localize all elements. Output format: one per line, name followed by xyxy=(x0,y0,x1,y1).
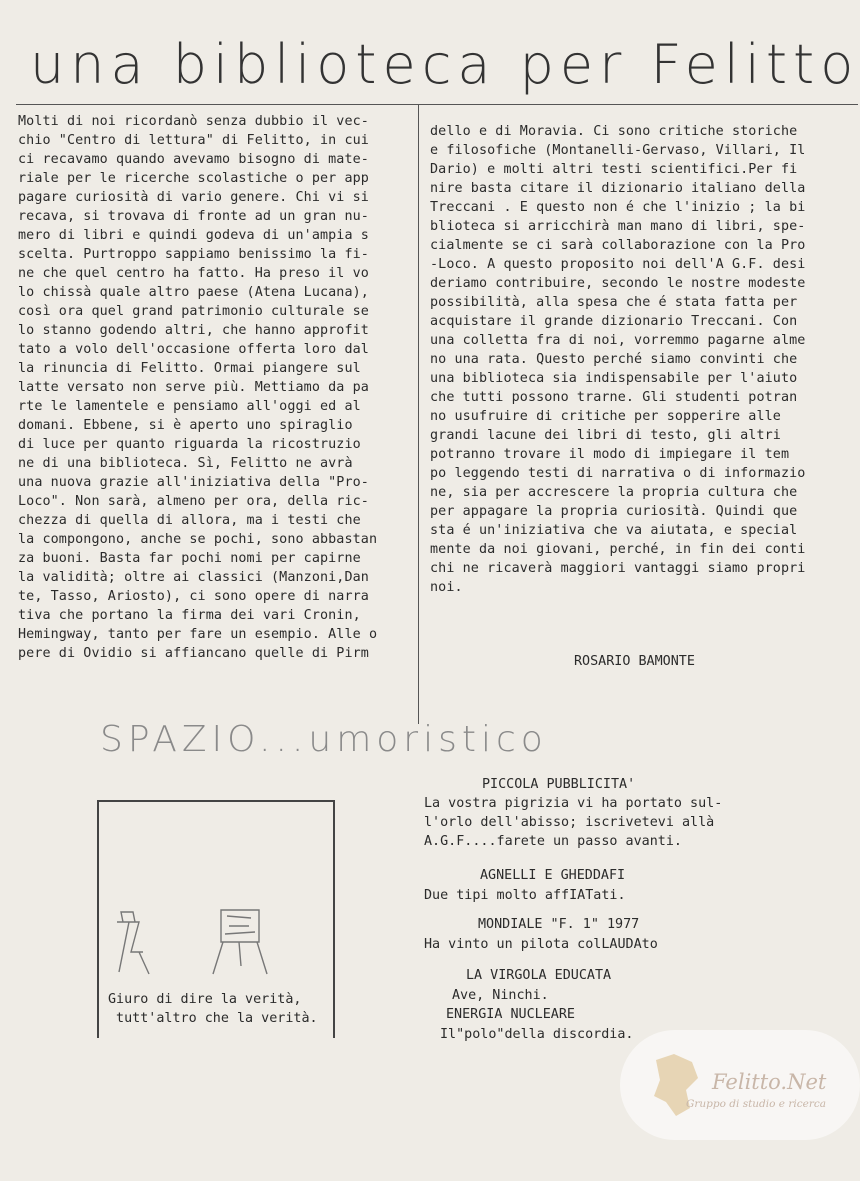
ad-text-3: Ha vinto un pilota colLAUDAto xyxy=(424,937,658,952)
ad-text-2: Due tipi molto affIATati. xyxy=(424,888,626,903)
ad-text-4: Ave, Ninchi. xyxy=(452,988,549,1003)
ad-heading-4: LA VIRGOLA EDUCATA xyxy=(466,968,612,983)
humor-section-title: SPAZIO...umoristico xyxy=(100,719,548,760)
cartoon-caption: Giuro di dire la verità, tutt'altro che la verità. xyxy=(108,992,318,1026)
ad-text-5: Il"polo"della discordia. xyxy=(440,1027,634,1042)
cartoon-drawing xyxy=(109,882,309,982)
page-title: una biblioteca per Felitto xyxy=(30,33,860,96)
watermark xyxy=(620,1030,860,1140)
article-right-column: dello e di Moravia. Ci sono critiche storiche e filosofiche (Montanelli-Gervaso, Villari, Il Dario) e molti altri testi scientifici.Per fi nire basta citare il dizionario italiano della Treccani . E questo non é che l'inizio ; la bi blioteca si arricchirà man mano di libri, spe- cialmente se ci sarà collaborazione con la Pro -Loco. A questo proposito noi dell'A G.F. desi deriamo contribuire, secondo le nostre modeste possibilità, alla spesa che é stata fatta per acquistare il grande dizionario Treccani. Con una colletta fra di noi, vorremmo pagarne alme no una rata. Questo perché siamo convinti che una biblioteca sia indispensabile per l'aiuto che tutti possono trarne. Gli studenti potran no usufruire di critiche per sopperire alle grandi lacune dei libri di testo, gli altri potranno trovare il modo di impiegare il tem po leggendo testi di narrativa o di informazio ne, sia per accrescere la propria cultura che per appagare la propria curiosità. Quindi que sta é un'iniziativa che va aiutata, e special mente da noi giovani, perché, in fin dei conti chi ne ricaverà maggiori vantaggi siamo propri noi. xyxy=(430,124,806,595)
watermark-title: Felitto.Net xyxy=(712,1070,827,1094)
ad-heading-5: ENERGIA NUCLEARE xyxy=(446,1007,575,1022)
ad-heading-1: PICCOLA PUBBLICITA' xyxy=(482,777,636,792)
article-author: ROSARIO BAMONTE xyxy=(574,654,695,669)
ad-heading-2: AGNELLI E GHEDDAFI xyxy=(480,868,626,883)
ad-heading-3: MONDIALE "F. 1" 1977 xyxy=(478,917,640,932)
article-left-column: Molti di noi ricordanò senza dubbio il vec- chio "Centro di lettura" di Felitto, in cui ci recavamo quando avevamo bisogno di mate- riale per le ricerche scolastiche o per app pagare curiosità di vario genere. Chi vi si recava, si trovava di fronte ad un gran nu- mero di libri e quindi godeva di un'ampia s scelta. Purtroppo sappiamo benissimo la fi- ne che quel centro ha fatto. Ha preso il vo lo chissà quale altro paese (Atena Lucana), così ora quel grand patrimonio culturale se lo stanno godendo altri, che hanno approfit tato a volo dell'occasione offerta loro dal la rinuncia di Felitto. Ormai piangere sul latte versato non serve più. Mettiamo da pa rte le lamentele e pensiamo all'oggi ed al domani. Ebbene, si è aperto uno spiraglio di luce per quanto riguarda la ricostruzio ne di una biblioteca. Sì, Felitto ne avrà una nuova grazie all'iniziativa della "Pro- Loco". Non sarà, almeno per ora, della ric- chezza di quella di allora, ma i testi che la compongono, anche se pochi, sono abbastan za buoni. Basta far pochi nomi per capirne la validità; oltre ai classici (Manzoni,Dan te, Tasso, Ariosto), ci sono opere di narra tiva che portano la firma dei vari Cronin, Hemingway, tanto per fare un esempio. Alle o pere di Ovidio si affiancano quelle di Pirm xyxy=(18,114,378,661)
ad-text-1: La vostra pigrizia vi ha portato sul- l'orlo dell'abisso; iscrivetevi allà A.G.F....farete un passo avanti. xyxy=(424,796,723,849)
watermark-subtitle: Gruppo di studio e ricerca xyxy=(686,1098,826,1110)
